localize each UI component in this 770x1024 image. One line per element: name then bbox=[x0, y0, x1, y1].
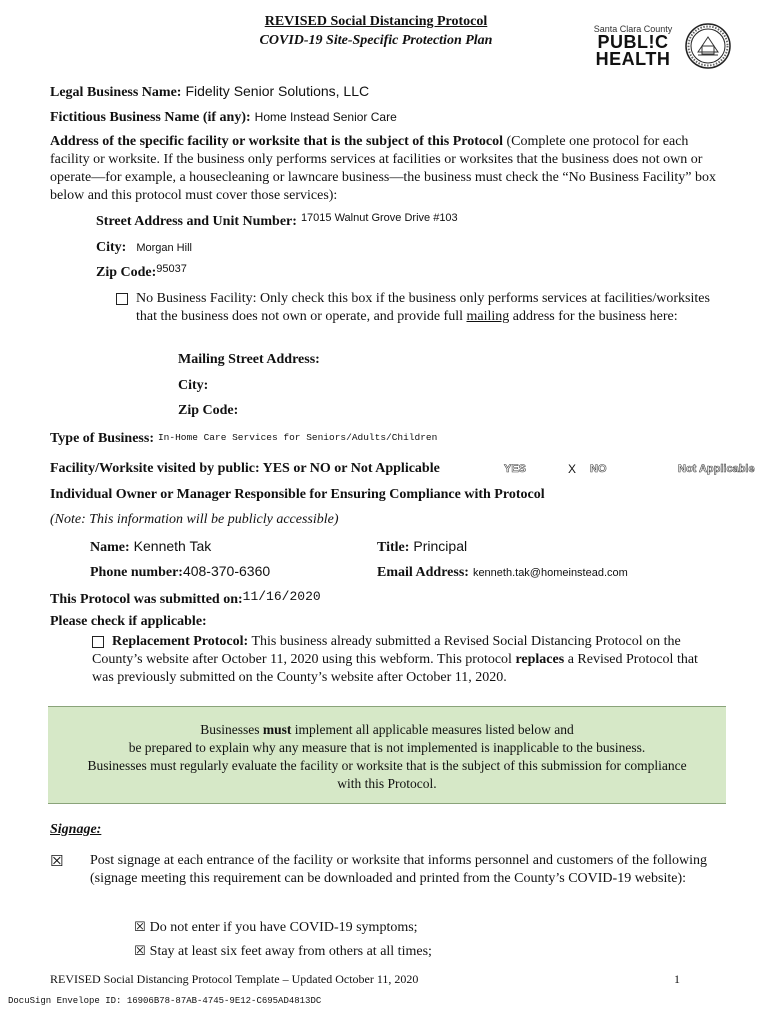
notice-line-1-pre: Businesses bbox=[200, 722, 263, 737]
submitted-row bbox=[50, 589, 321, 608]
city-value[interactable]: Morgan Hill bbox=[136, 242, 192, 254]
type-value[interactable]: In-Home Care Services for Seniors/Adults/Children bbox=[157, 432, 438, 443]
email-label: Email Address: bbox=[377, 565, 469, 580]
zip-label: Zip Code: bbox=[96, 265, 157, 280]
logo-county-text: Santa Clara County bbox=[593, 24, 673, 34]
county-seal-icon bbox=[684, 22, 732, 70]
phone-row bbox=[90, 563, 270, 581]
sub-item-1-checkbox-icon[interactable]: ☒ bbox=[134, 920, 146, 935]
fictitious-name-value[interactable]: Home Instead Senior Care bbox=[254, 110, 397, 124]
submitted-label: This Protocol was submitted on: bbox=[50, 592, 243, 607]
logo-health-text: HEALTH bbox=[595, 49, 671, 69]
legal-name-row bbox=[50, 83, 369, 101]
visited-selection-mark: X bbox=[568, 462, 577, 476]
document-title: REVISED Social Distancing Protocol bbox=[264, 14, 488, 29]
signage-heading: Signage: bbox=[50, 822, 102, 837]
street-label: Street Address and Unit Number: bbox=[96, 214, 297, 229]
zip-row bbox=[96, 263, 187, 281]
submitted-value[interactable]: 11/16/2020 bbox=[242, 589, 321, 604]
sub-item-1-text: Do not enter if you have COVID-19 symptoms; bbox=[149, 920, 418, 935]
phone-value[interactable]: 408-370-6360 bbox=[182, 563, 271, 579]
document-subtitle: COVID-19 Site-Specific Protection Plan bbox=[259, 33, 493, 48]
owner-name-value[interactable]: Kenneth Tak bbox=[133, 538, 212, 554]
mailing-zip-label: Zip Code: bbox=[178, 403, 239, 418]
notice-box bbox=[48, 706, 726, 804]
type-label: Type of Business: bbox=[50, 431, 154, 446]
replacement-text-2: a Revised Protocol that was previously submitted on the County’s website after October 11, 2020. bbox=[92, 652, 698, 685]
email-row bbox=[377, 563, 628, 581]
notice-line-1-post: implement all applicable measures listed below and bbox=[291, 722, 574, 737]
no-facility-text bbox=[136, 290, 722, 326]
no-facility-underline: mailing bbox=[466, 309, 510, 324]
type-row bbox=[50, 429, 437, 447]
mailing-city-label: City: bbox=[178, 378, 209, 393]
replacement-bold-2: replaces bbox=[515, 652, 565, 667]
page-number: 1 bbox=[674, 972, 680, 986]
replacement-text bbox=[92, 633, 718, 687]
notice-line-1 bbox=[48, 721, 726, 739]
signage-checkbox-checked-icon[interactable]: ☒ bbox=[50, 852, 64, 870]
zip-value[interactable]: 95037 bbox=[156, 263, 187, 275]
address-intro-text: (Complete one protocol for each facility or worksite. If the business only performs services at facilities or worksites that the business does not own or operate—for example, a housecleaning or lawncare business—the business must check the “No Business Facility” box below and this protocol must cover those services): bbox=[50, 134, 716, 203]
street-value[interactable]: 17015 Walnut Grove Drive #103 bbox=[300, 212, 458, 224]
check-heading: Please check if applicable: bbox=[50, 614, 207, 629]
logo-public-text: PUBL!C bbox=[597, 32, 669, 52]
phone-label: Phone number: bbox=[90, 565, 183, 580]
fictitious-name-row bbox=[50, 108, 397, 126]
mailing-street-label: Mailing Street Address: bbox=[178, 352, 320, 367]
fictitious-name-label: Fictitious Business Name (if any): bbox=[50, 110, 251, 125]
city-row bbox=[96, 238, 192, 256]
owner-title-label: Title: bbox=[377, 540, 410, 555]
address-intro-bold: Address of the specific facility or worksite that is the subject of this Protocol bbox=[50, 134, 503, 149]
notice-line-2: be prepared to explain why any measure that is not implemented is inapplicable to the business. bbox=[128, 740, 646, 755]
checkbox-empty-icon[interactable] bbox=[116, 293, 128, 305]
visited-yes-option[interactable]: YES bbox=[504, 463, 527, 475]
owner-title-value[interactable]: Principal bbox=[413, 538, 468, 554]
sub-item-2-text: Stay at least six feet away from others at all times; bbox=[149, 944, 432, 959]
no-facility-checkbox[interactable] bbox=[116, 291, 128, 309]
city-label: City: bbox=[96, 240, 127, 255]
notice-line-3: Businesses must regularly evaluate the facility or worksite that is the subject of this submission for compliance bbox=[87, 758, 687, 773]
street-row bbox=[96, 212, 458, 230]
owner-note: (Note: This information will be publicly accessible) bbox=[50, 512, 339, 527]
signage-item-text: Post signage at each entrance of the facility or worksite that informs personnel and customers of the following (signage meeting this requirement can be downloaded and printed from the County’s COVID-19 website): bbox=[90, 853, 707, 886]
signage-sub-item-2 bbox=[134, 942, 432, 961]
visited-label: Facility/Worksite visited by public: YES or NO or Not Applicable bbox=[50, 461, 440, 476]
owner-heading: Individual Owner or Manager Responsible for Ensuring Compliance with Protocol bbox=[50, 487, 545, 502]
notice-line-1-bold: must bbox=[262, 722, 292, 737]
sub-item-2-checkbox-icon[interactable]: ☒ bbox=[134, 944, 146, 959]
signage-sub-item-1 bbox=[134, 918, 418, 937]
address-intro bbox=[50, 133, 728, 205]
notice-line-4: with this Protocol. bbox=[337, 776, 437, 791]
email-value[interactable]: kenneth.tak@homeinstead.com bbox=[472, 567, 628, 579]
owner-title-row bbox=[377, 538, 467, 556]
footer-template-text: REVISED Social Distancing Protocol Template – Updated October 11, 2020 bbox=[50, 972, 419, 986]
no-facility-text-1: No Business Facility: Only check this box if the business only performs services at facilities/worksites that the business does not own or operate, and provide full bbox=[136, 291, 710, 324]
visited-na-option[interactable]: Not Applicable bbox=[678, 463, 755, 475]
public-health-logo bbox=[592, 24, 674, 70]
visited-no-option[interactable]: NO bbox=[590, 463, 607, 475]
replacement-bold: Replacement Protocol: bbox=[112, 634, 249, 649]
owner-name-row bbox=[90, 538, 211, 556]
legal-name-label: Legal Business Name: bbox=[50, 85, 182, 100]
legal-name-value[interactable]: Fidelity Senior Solutions, LLC bbox=[185, 83, 370, 99]
no-facility-text-2: address for the business here: bbox=[509, 309, 678, 324]
replacement-text-1: This business already submitted a Revised Social Distancing Protocol on the County’s website after October 11, 2020 using this webform. This protocol bbox=[92, 634, 681, 667]
owner-name-label: Name: bbox=[90, 540, 130, 555]
docusign-envelope-id: DocuSign Envelope ID: 16906B78-87AB-4745-9E12-C695AD4813DC bbox=[8, 996, 322, 1006]
